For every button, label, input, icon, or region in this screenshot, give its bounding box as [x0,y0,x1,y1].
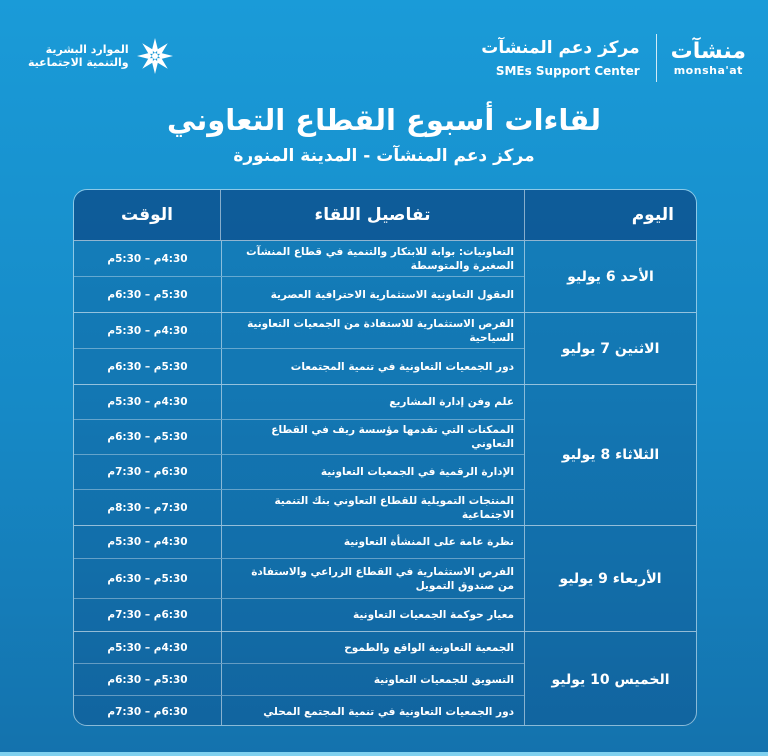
brand-divider [656,34,657,82]
session-details: التعاونيات: بوابة للابتكار والتنمية في قطاع المنشآت الصغيرة والمتوسطة [221,241,524,276]
session-time: 5:30م – 6:30م [107,360,188,373]
header-day: اليوم [524,190,696,240]
session-time: 5:30م – 6:30م [107,431,188,443]
session-details: الجمعية التعاونية الواقع والطموح [221,632,524,663]
session-rows [74,385,524,525]
session-details: علم وفن إدارة المشاريع [221,385,524,419]
session-time: 5:30م – 6:30م [107,288,188,301]
poster-subtitle: مركز دعم المنشآت - المدينة المنورة [233,146,535,166]
session-time: 5:30م – 6:30م [107,572,188,585]
session-time: 4:30م – 5:30م [107,641,188,654]
session-rows [74,241,524,312]
header-time: الوقت [121,205,173,225]
session-row [74,490,524,525]
day-group [74,241,696,313]
schedule-table [73,189,697,726]
session-row [74,241,524,277]
session-details: الممكنات التي تقدمها مؤسسة ريف في القطاع التعاوني [221,420,524,454]
table-header [74,190,696,241]
ministry-logo [28,36,175,76]
session-time: 6:30م – 7:30م [107,706,188,718]
session-time: 4:30م – 5:30م [107,536,188,548]
session-time: 4:30م – 5:30م [107,252,188,265]
ministry-star-icon [135,36,175,76]
poster-title: لقاءات أسبوع القطاع التعاوني [167,103,601,137]
session-time: 7:30م – 8:30م [107,501,188,514]
day-cell: الثلاثاء 8 يوليو [524,385,696,525]
session-details: الفرص الاستثمارية في القطاع الزراعي والاستفادة من صندوق التمويل [221,559,524,598]
session-details: المنتجات التمويلية للقطاع التعاوني بنك التنمية الاجتماعية [221,490,524,525]
monshaat-brand [481,34,746,82]
session-row [74,313,524,349]
session-details: نظرة عامة على المنشأة التعاونية [221,526,524,558]
session-details: دور الجمعيات التعاونية في تنمية المجتمع المحلي [221,696,524,726]
session-time: 4:30م – 5:30م [107,324,188,337]
session-rows [74,632,524,726]
session-details: الإدارة الرقمية في الجمعيات التعاونية [221,455,524,489]
session-row [74,277,524,312]
session-time: 5:30م – 6:30م [107,673,188,686]
session-time: 4:30م – 5:30م [107,396,188,408]
session-row [74,455,524,490]
day-cell: الخميس 10 يوليو [524,632,696,726]
session-row [74,385,524,420]
day-cell: الأربعاء 9 يوليو [524,526,696,631]
day-group [74,385,696,526]
session-time: 6:30م – 7:30م [107,609,188,621]
day-cell: الأحد 6 يوليو [524,241,696,312]
monshaat-logo-ar: منشآت [670,38,746,64]
session-rows [74,313,524,384]
session-row [74,559,524,599]
session-row [74,420,524,455]
session-row [74,526,524,559]
session-row [74,632,524,664]
header-details: تفاصيل اللقاء [220,190,524,240]
center-name [481,38,639,78]
center-name-ar: مركز دعم المنشآت [481,38,640,58]
session-time: 6:30م – 7:30م [107,466,188,478]
ministry-line-2: والتنمية الاجتماعية [28,56,129,69]
monshaat-logo-en: monsha'at [673,63,743,77]
session-row [74,664,524,696]
ministry-name [28,43,129,69]
ministry-line-1: الموارد البشرية [45,43,129,56]
session-details: دور الجمعيات التعاونية في تنمية المجتمعات [221,349,524,384]
session-row [74,696,524,726]
monshaat-logo [671,40,746,77]
session-row [74,599,524,631]
session-row [74,349,524,384]
day-group [74,632,696,726]
session-details: التسويق للجمعيات التعاونية [221,664,524,695]
day-cell: الاثنين 7 يوليو [524,313,696,384]
day-group [74,526,696,632]
session-rows [74,526,524,631]
session-details: الفرص الاستثمارية للاستفادة من الجمعيات التعاونية السياحية [221,313,524,348]
session-details: معيار حوكمة الجمعيات التعاونية [221,599,524,631]
session-details: العقول التعاونية الاستثمارية الاحترافية العصرية [221,277,524,312]
day-group [74,313,696,385]
center-name-en: SMEs Support Center [495,64,640,78]
